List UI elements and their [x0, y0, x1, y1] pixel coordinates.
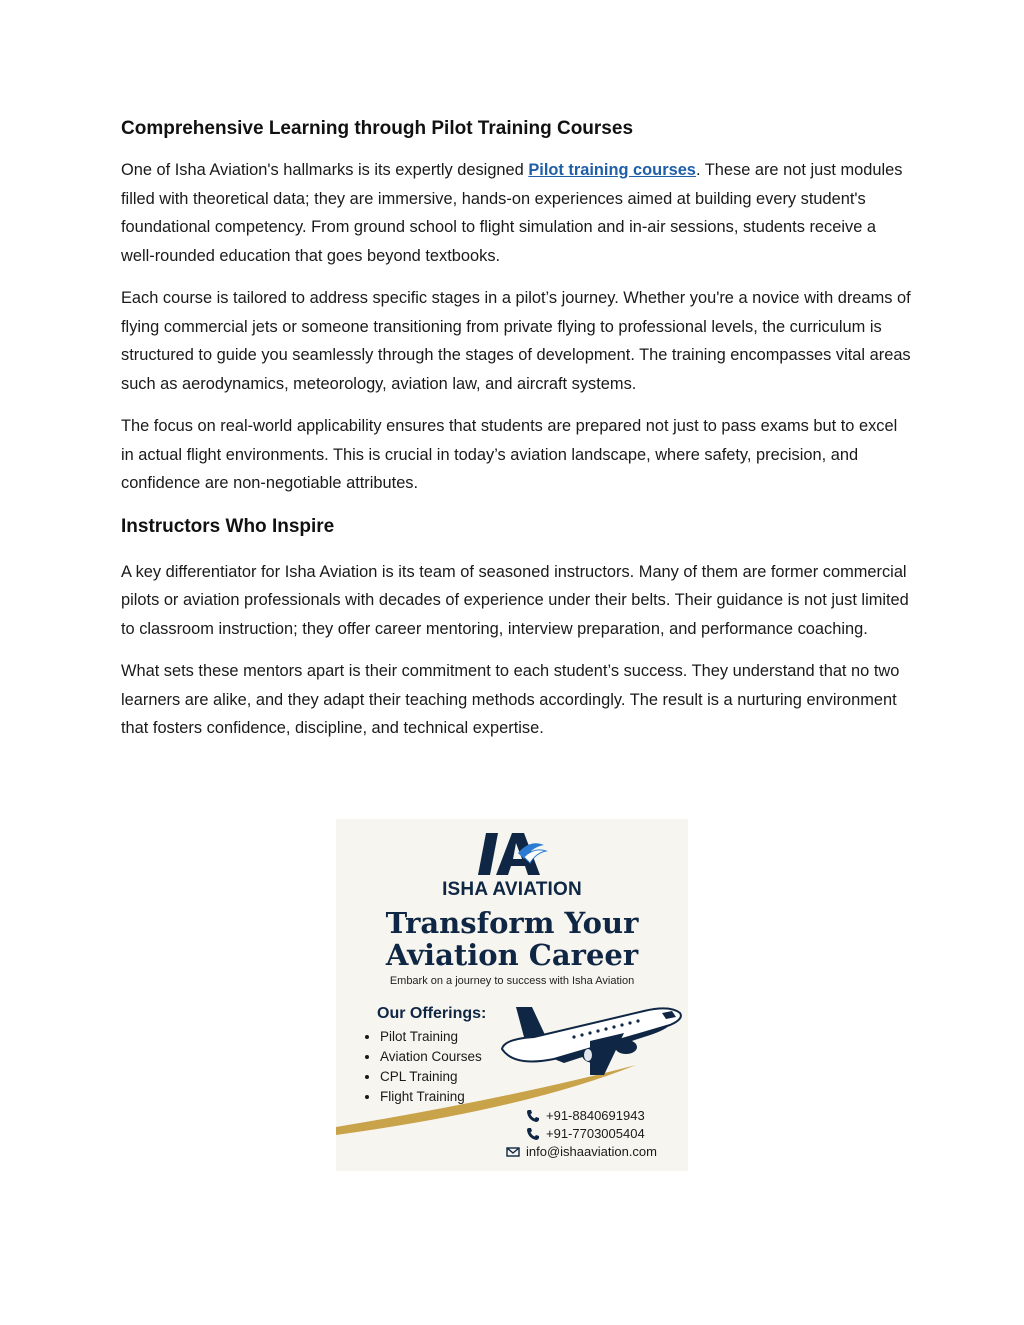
isha-aviation-logo: [478, 829, 548, 879]
section-heading-instructors: Instructors Who Inspire: [121, 515, 335, 537]
paragraph-4: A key differentiator for Isha Aviation is its team of seasoned instructors. Many of them are former commercial pilots or aviation professionals with decades of experience under their belts. Their guidance is not just limited to classroom instruction; they offer career mentoring, interview preparation, and performance coaching.: [121, 562, 909, 638]
article-content: [121, 118, 911, 757]
ad-phone-1: [526, 1108, 645, 1123]
offering-item: • Aviation Courses: [380, 1047, 482, 1067]
ad-email: [506, 1144, 657, 1159]
paragraph-3: The focus on real-world applicability ensures that students are prepared not just to pass exams but to excel in actual flight environments. This is crucial in today’s aviation landscape, where safety, precision, and confidence are non-negotiable attributes.: [121, 417, 898, 492]
ad-tagline: Embark on a journey to success with Isha Aviation: [389, 975, 635, 987]
ad-phone-2-text: +91-7703005404: [546, 1126, 645, 1141]
phone-icon: [526, 1127, 540, 1141]
ad-phone-1-text: +91-8840691943: [546, 1108, 645, 1123]
isha-aviation-ad-banner: [336, 819, 688, 1171]
ad-headline-line-1: Transform Your: [385, 906, 639, 940]
ad-offerings-title: Our Offerings:: [377, 1005, 487, 1022]
ad-phone-2: [526, 1126, 645, 1141]
ad-email-text: info@ishaaviation.com: [526, 1144, 657, 1159]
offering-item: • CPL Training: [380, 1067, 482, 1087]
offering-item: • Flight Training: [380, 1087, 482, 1107]
pilot-training-courses-link[interactable]: Pilot training courses: [528, 161, 696, 179]
email-icon: [506, 1145, 520, 1159]
paragraph-1-text-a: One of Isha Aviation's hallmarks is its expertly designed: [121, 161, 529, 179]
paragraph-2: Each course is tailored to address specific stages in a pilot’s journey. Whether you're a novice with dreams of flying commercial jets or someone transitioning from private flying to professional levels, the curriculum is structured to guide you seamlessly through the stages of development. The training encompasses vital areas such as aerodynamics, meteorology, aviation law, and aircraft systems.: [121, 289, 911, 393]
paragraph-1-text-b: . These are not just modules filled with theoretical data; they are immersive, hands-on experiences aimed at building every student's foundational competency. From ground school to flight simulation and in-air sessions, students receive a well-rounded education that goes beyond textbooks.: [121, 161, 903, 265]
ad-offerings-list: [366, 1027, 482, 1107]
airplane-icon: [494, 971, 688, 1081]
ad-brand-name: ISHA AVIATION: [442, 879, 582, 900]
offering-item: • Pilot Training: [380, 1027, 482, 1047]
ad-headline-line-2: Aviation Career: [385, 938, 639, 972]
paragraph-1: [121, 156, 911, 270]
phone-icon: [526, 1109, 540, 1123]
paragraph-5: What sets these mentors apart is their commitment to each student’s success. They understand that no two learners are alike, and they adapt their teaching methods accordingly. The result is a nurturing environment that fosters confidence, discipline, and technical expertise.: [121, 662, 900, 737]
section-heading-pilot-training: Comprehensive Learning through Pilot Training Courses: [121, 118, 634, 139]
